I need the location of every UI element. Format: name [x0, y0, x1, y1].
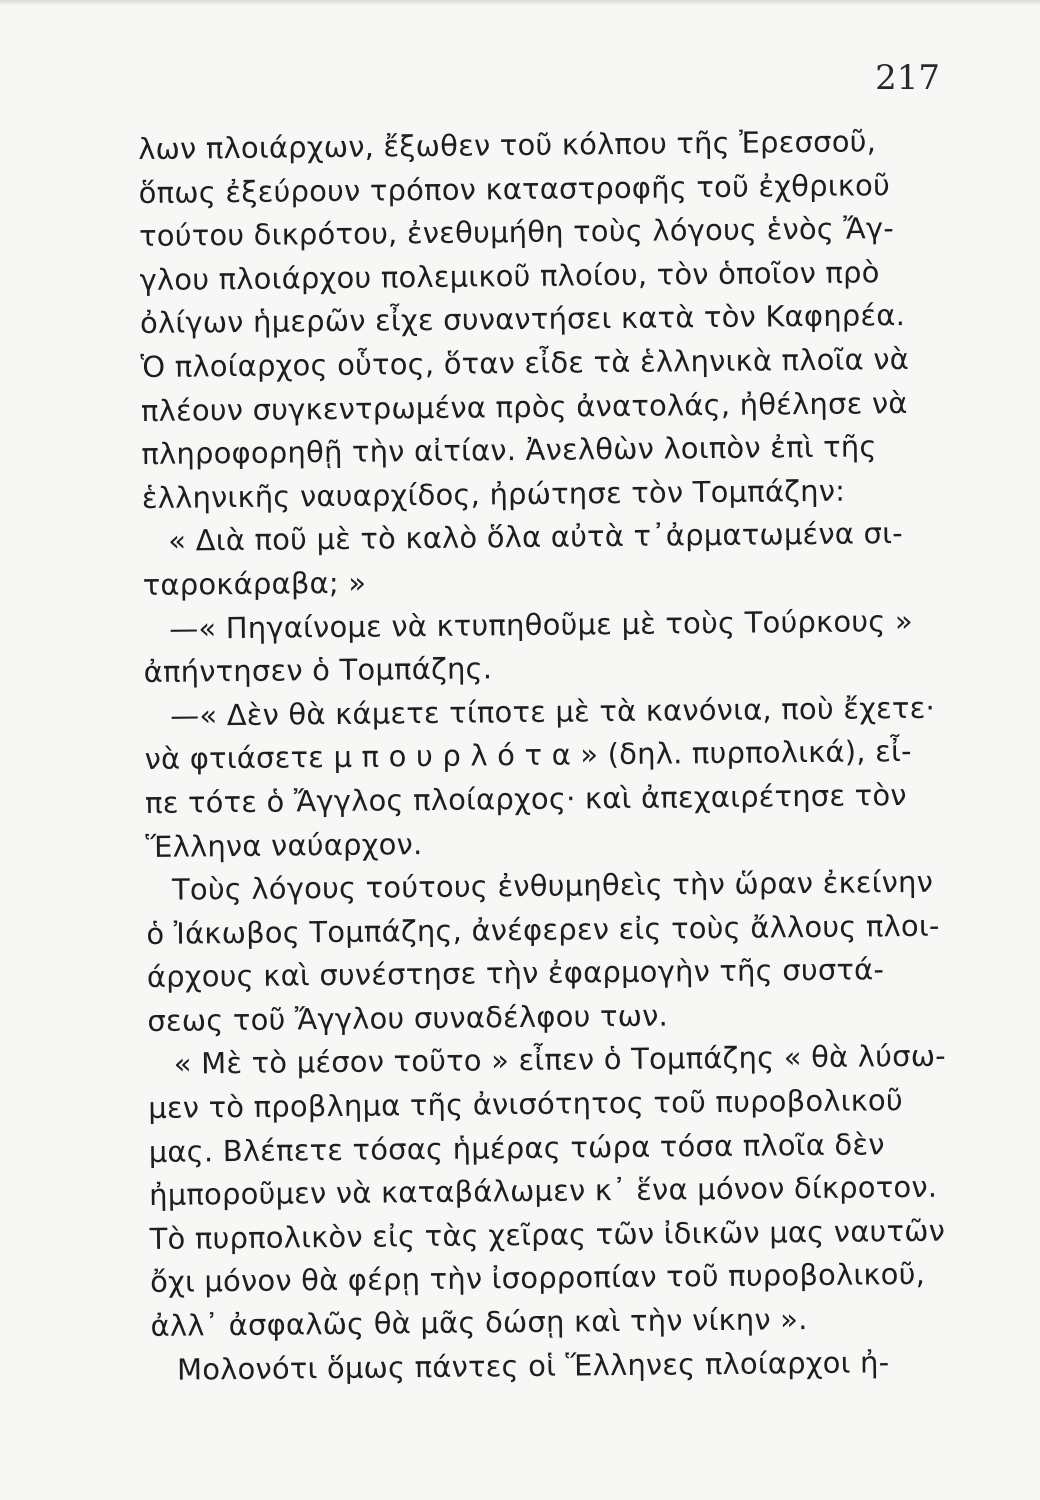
- text-line: τούτου δικρότου, ἐνεθυμήθη τοὺς λόγους ἑνὸς Ἄγ-: [138, 211, 895, 254]
- text-line: ὁ Ἰάκωβος Τομπάζης, ἀνέφερεν εἰς τοὺς ἄλλους πλοι-: [146, 908, 940, 951]
- text-line: Τὸ πυρπολικὸν εἰς τὰς χεῖρας τῶν ἰδικῶν μας ναυτῶν: [149, 1213, 946, 1256]
- text-line: ἀπήντησεν ὁ Τομπάζης.: [143, 651, 493, 690]
- text-line: μεν τὸ προβλημα τῆς ἀνισότητος τοῦ πυροβολικοῦ: [148, 1083, 904, 1126]
- text-line: ὅπως ἐξεύρουν τρόπον καταστροφῆς τοῦ ἐχθρικοῦ: [138, 167, 891, 210]
- text-line: σεως τοῦ Ἄγγλου συναδέλφου των.: [147, 998, 669, 1038]
- text-line: μας. Βλέπετε τόσας ἡμέρας τώρα τόσα πλοῖα δὲν: [148, 1126, 885, 1169]
- text-line: Ὁ πλοίαρχος οὗτος, ὅταν εἶδε τὰ ἑλληνικὰ πλοῖα νὰ: [140, 341, 910, 384]
- text-line: πλέουν συγκεντρωμένα πρὸς ἀνατολάς, ἠθέλησε νὰ: [140, 385, 908, 428]
- body-text: [138, 119, 1011, 1392]
- text-line: « Μὲ τὸ μέσον τοῦτο » εἶπεν ὁ Τομπάζης « θὰ λύσω-: [173, 1039, 947, 1082]
- text-line: ἑλληνικῆς ναυαρχίδος, ἠρώτησε τὸν Τομπάζην:: [141, 473, 846, 515]
- text-line: Μολονότι ὅμως πάντες οἱ Ἕλληνες πλοίαρχοι ἠ-: [176, 1344, 890, 1387]
- text-line: —« Δὲν θὰ κάμετε τίποτε μὲ τὰ κανόνια, ποὺ ἔχετε·: [169, 690, 936, 733]
- text-line: ὄχι μόνον θὰ φέρῃ τὴν ἰσορροπίαν τοῦ πυροβολικοῦ,: [149, 1257, 926, 1300]
- page-number: 217: [875, 58, 940, 98]
- text-line: Ἕλληνα ναύαρχον.: [145, 826, 423, 864]
- text-line: ταροκάραβα; »: [142, 565, 367, 602]
- text-line: Τοὺς λόγους τούτους ἐνθυμηθεὶς τὴν ὥραν ἐκείνην: [171, 864, 934, 907]
- text-line: ὀλίγων ἡμερῶν εἶχε συναντήσει κατὰ τὸν Καφηρέα.: [139, 298, 906, 341]
- text-line: νὰ φτιάσετε μ π ο υ ρ λ ό τ α » (δηλ. πυρπολικά), εἶ-: [144, 734, 912, 777]
- page-top-edge: [0, 0, 1040, 6]
- text-line: « Διὰ ποῦ μὲ τὸ καλὸ ὅλα αὐτὰ τ᾽ἀρματωμένα σι-: [168, 516, 903, 559]
- text-line: ἀλλ᾽ ἀσφαλῶς θὰ μᾶς δώσῃ καὶ τὴν νίκην ».: [150, 1302, 808, 1343]
- text-line: πε τότε ὁ Ἄγγλος πλοίαρχος· καὶ ἀπεχαιρέτησε τὸν: [144, 777, 907, 820]
- text-line: γλου πλοιάρχου πολεμικοῦ πλοίου, τὸν ὁποῖον πρὸ: [139, 255, 880, 297]
- text-line: πληροφορηθῇ τὴν αἰτίαν. Ἀνελθὼν λοιπὸν ἐπὶ τῆς: [141, 429, 877, 472]
- text-line: λων πλοιάρχων, ἔξωθεν τοῦ κόλπου τῆς Ἐρεσσοῦ,: [138, 124, 877, 166]
- text-line: ἠμποροῦμεν νὰ καταβάλωμεν κ᾽ ἕνα μόνον δίκροτον.: [148, 1169, 938, 1213]
- text-line: άρχους καὶ συνέστησε τὴν ἐφαρμογὴν τῆς συστά-: [146, 952, 885, 995]
- text-line: —« Πηγαίνομε νὰ κτυπηθοῦμε μὲ τοὺς Τούρκους »: [169, 603, 914, 646]
